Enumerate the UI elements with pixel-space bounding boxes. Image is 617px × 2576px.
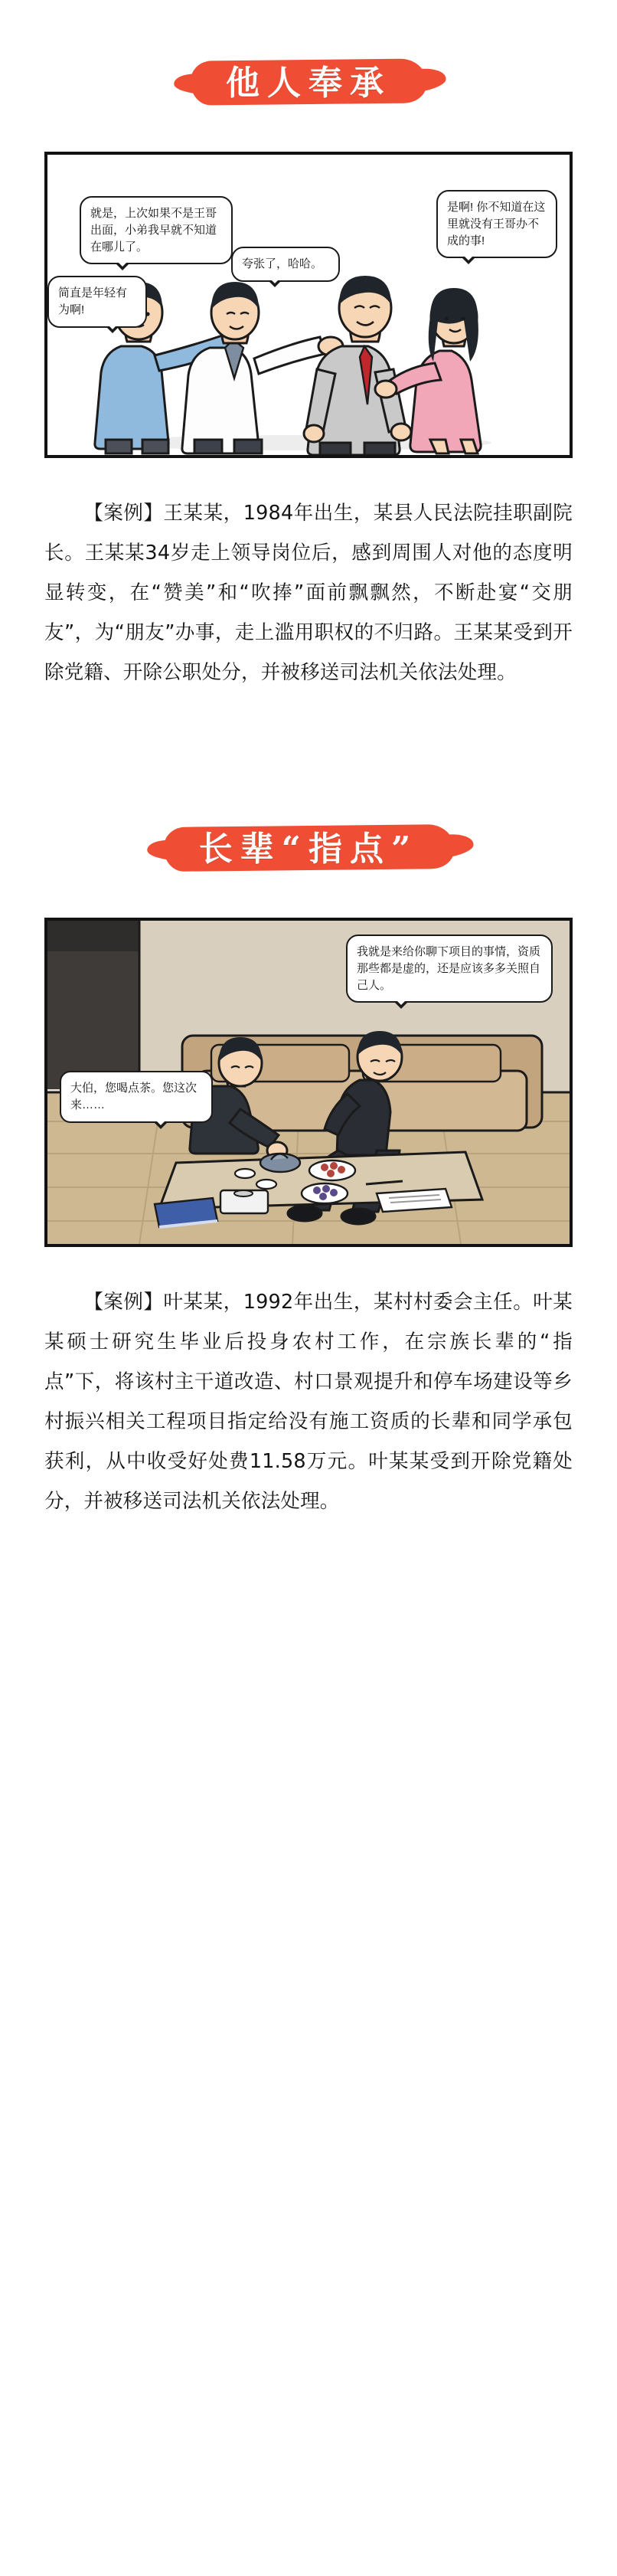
speech-bubble-2 [47, 276, 147, 328]
speech-bubble-4-text: 是啊! 你不知道在这里就没有王哥办不成的事! [447, 201, 546, 247]
heading-brush-banner [191, 47, 426, 115]
bubble-tail [461, 257, 476, 272]
case-text-2-body: 【案例】叶某某，1992年出生，某村村委会主任。叶某某硕士研究生毕业后投身农村工作，在宗族长辈的“指点”下，将该村主干道改造、村口景观提升和停车场建设等乡村振兴相关工程项目指定给没有施工资质的长辈和同学承包获利，从中收受好处费11.58万元。叶某某受到开除党籍处分，并被移送司法机关依法处理。 [44, 1291, 573, 1514]
case-text-2 [44, 1282, 573, 1521]
bubble-tail [106, 326, 119, 340]
section-heading-flattery [0, 44, 617, 118]
speech-bubble-1-text: 就是，上次如果不是王哥出面，小弟我早就不知道在哪儿了。 [90, 207, 217, 254]
figure-man-center [304, 276, 411, 455]
speech-bubble-3 [231, 247, 340, 282]
speech-bubble-6 [60, 1071, 213, 1123]
speech-bubble-3-text: 夸张了，哈哈。 [242, 257, 323, 270]
case-text-1 [44, 493, 573, 692]
speech-bubble-6-text: 大伯，您喝点茶。您这次来…… [70, 1082, 198, 1111]
speech-bubble-5 [346, 934, 553, 1003]
heading-title-2: 长辈“指点” [198, 830, 419, 869]
page-root [0, 44, 617, 2576]
speech-bubble-1 [80, 196, 233, 264]
comic-panel-flattery [44, 152, 573, 458]
heading-brush-banner-2 [164, 813, 454, 881]
speech-bubble-5-text: 我就是来给你聊下项目的事情，资质那些都是虚的，还是应该多多关照自己人。 [357, 945, 541, 992]
bubble-tail [268, 280, 282, 294]
bubble-tail [153, 1121, 168, 1137]
speech-bubble-2-text: 简直是年轻有为啊! [58, 286, 128, 316]
speech-bubble-4 [436, 190, 557, 258]
case-text-1-body: 【案例】王某某，1984年出生，某县人民法院挂职副院长。王某某34岁走上领导岗位后，感到周围人对他的态度明显转变，在“赞美”和“吹捧”面前飘飘然，不断赴宴“交朋友”，为“朋友”办事，走上滥用职权的不归路。王某某受到开除党籍、开除公职处分，并被移送司法机关依法处理。 [44, 502, 573, 685]
heading-title-1: 他人奉承 [226, 64, 391, 103]
bubble-tail [393, 1001, 409, 1016]
section-heading-elder [0, 810, 617, 884]
comic-panel-elder-guidance [44, 918, 573, 1247]
